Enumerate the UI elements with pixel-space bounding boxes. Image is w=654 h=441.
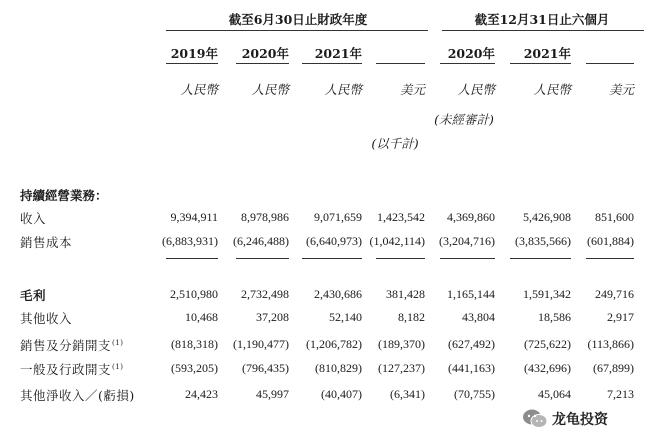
year-rule xyxy=(510,63,571,64)
table-cell: 851,600 xyxy=(595,210,634,224)
subtotal-rule xyxy=(236,258,289,259)
year-rule xyxy=(440,63,495,64)
group-header-six-months: 截至12月31日止六個月 xyxy=(474,12,610,27)
year-rule xyxy=(376,63,425,64)
footnote-marker: (1) xyxy=(112,338,124,347)
table-cell: (3,204,716) xyxy=(439,234,495,248)
table-cell: 4,369,860 xyxy=(447,210,495,224)
table-cell: 1,591,342 xyxy=(523,287,571,301)
table-cell: (127,237) xyxy=(378,361,425,375)
table-cell: (593,205) xyxy=(171,361,218,375)
table-cell: 45,064 xyxy=(538,387,571,401)
currency-header: 人民幣 xyxy=(533,82,571,97)
year-header: 2021年 xyxy=(314,46,362,61)
table-cell: 9,071,659 xyxy=(314,210,362,224)
table-cell: 1,423,542 xyxy=(377,210,425,224)
currency-header: 人民幣 xyxy=(457,82,495,97)
unit-note: (以千計) xyxy=(371,136,419,151)
year-rule xyxy=(586,63,634,64)
row-label xyxy=(20,360,123,378)
row-label-text: 其他淨收入／(虧損) xyxy=(20,388,135,403)
table-cell: 9,394,911 xyxy=(170,210,218,224)
table-cell: (441,163) xyxy=(448,361,495,375)
subtotal-rule xyxy=(440,258,495,259)
table-cell: 2,732,498 xyxy=(241,287,289,301)
currency-header: 美元 xyxy=(608,82,634,97)
year-header: 2020年 xyxy=(241,46,289,61)
table-cell: (627,492) xyxy=(448,337,495,351)
watermark-text: 龙龟投资 xyxy=(552,412,608,428)
table-cell: (6,246,488) xyxy=(233,234,289,248)
row-label-text: 銷售成本 xyxy=(20,235,73,250)
table-cell: 37,208 xyxy=(256,310,289,324)
table-cell: (810,829) xyxy=(315,361,362,375)
table-cell: (70,755) xyxy=(454,387,495,401)
section-title: 持續經營業務： xyxy=(20,188,108,203)
table-cell: 2,430,686 xyxy=(314,287,362,301)
table-cell: (1,042,114) xyxy=(369,234,425,248)
table-cell: (1,206,782) xyxy=(306,337,362,351)
table-cell: 24,423 xyxy=(185,387,218,401)
row-label xyxy=(20,233,72,251)
table-cell: 2,917 xyxy=(607,310,634,324)
table-cell: 8,978,986 xyxy=(241,210,289,224)
subtotal-rule xyxy=(376,258,425,259)
table-cell: (1,190,477) xyxy=(233,337,289,351)
table-cell: 10,468 xyxy=(185,310,218,324)
table-cell: (432,696) xyxy=(524,361,571,375)
row-label-text: 毛利 xyxy=(20,288,47,303)
subtotal-rule xyxy=(302,258,362,259)
table-cell: (818,318) xyxy=(171,337,218,351)
table-cell: 5,426,908 xyxy=(523,210,571,224)
table-cell: (40,407) xyxy=(321,387,362,401)
table-cell: (113,866) xyxy=(587,337,634,351)
table-cell: (189,370) xyxy=(378,337,425,351)
currency-header: 人民幣 xyxy=(180,82,218,97)
row-label xyxy=(20,309,72,327)
year-header: 2020年 xyxy=(447,46,495,61)
year-header: 2019年 xyxy=(170,46,218,61)
table-cell: (725,622) xyxy=(524,337,571,351)
table-cell: (6,341) xyxy=(390,387,425,401)
table-cell: 381,428 xyxy=(386,287,425,301)
subtotal-rule xyxy=(166,258,218,259)
group-header-fiscal-year: 截至6月30日止財政年度 xyxy=(228,12,368,27)
table-cell: 2,510,980 xyxy=(170,287,218,301)
table-cell: 18,586 xyxy=(538,310,571,324)
footnote-marker: (1) xyxy=(112,362,124,371)
row-label-text: 銷售及分銷開支 xyxy=(20,338,112,353)
year-rule xyxy=(236,63,289,64)
watermark xyxy=(522,404,648,434)
group-rule-six-months xyxy=(442,30,644,31)
subtotal-rule xyxy=(510,258,571,259)
currency-header: 美元 xyxy=(399,82,425,97)
row-label xyxy=(20,386,135,404)
table-cell: 52,140 xyxy=(329,310,362,324)
group-rule-fiscal-year xyxy=(166,30,428,31)
table-cell: (67,899) xyxy=(593,361,634,375)
table-cell: (6,883,931) xyxy=(162,234,218,248)
table-cell: 43,804 xyxy=(462,310,495,324)
table-cell: 1,165,144 xyxy=(447,287,495,301)
row-label xyxy=(20,209,46,227)
year-header: 2021年 xyxy=(523,46,571,61)
table-cell: 45,997 xyxy=(256,387,289,401)
table-cell: (796,435) xyxy=(242,361,289,375)
table-cell: (6,640,973) xyxy=(306,234,362,248)
row-label xyxy=(20,286,46,304)
table-cell: 7,213 xyxy=(607,387,634,401)
subtotal-rule xyxy=(586,258,634,259)
row-label-text: 一般及行政開支 xyxy=(20,362,112,377)
table-cell: 249,716 xyxy=(595,287,634,301)
year-rule xyxy=(302,63,362,64)
currency-header: 人民幣 xyxy=(324,82,362,97)
table-cell: (601,884) xyxy=(587,234,634,248)
row-label-text: 其他收入 xyxy=(20,311,73,326)
year-rule xyxy=(166,63,218,64)
row-label xyxy=(20,336,123,354)
row-label-text: 收入 xyxy=(20,211,47,226)
table-cell: (3,835,566) xyxy=(515,234,571,248)
unaudited-note: (未經審計) xyxy=(434,112,494,127)
currency-header: 人民幣 xyxy=(251,82,289,97)
wechat-icon xyxy=(522,408,548,430)
table-cell: 8,182 xyxy=(398,310,425,324)
